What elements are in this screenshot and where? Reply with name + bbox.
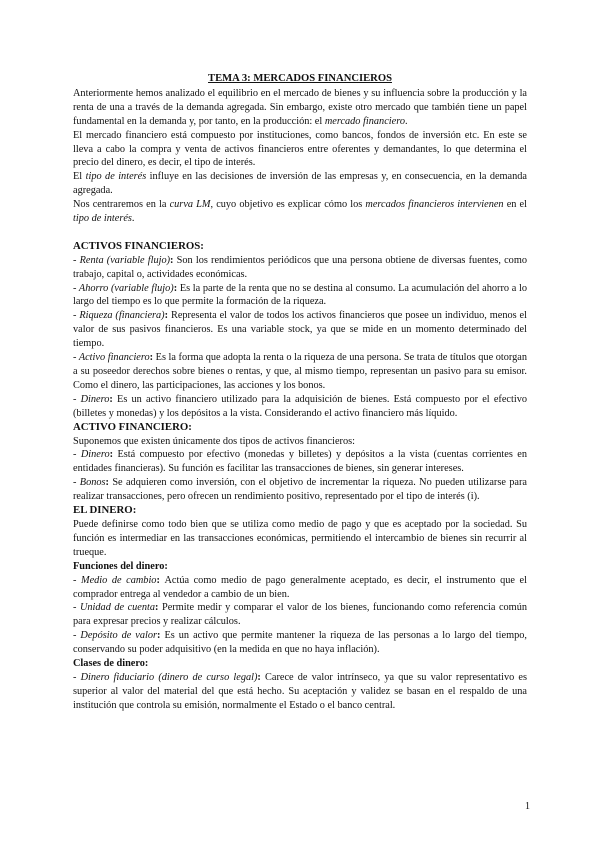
section-heading-el-dinero: EL DINERO: [73,504,137,517]
dinero-intro: Puede definirse como todo bien que se utiliza como medio de pago y que es aceptado por la sociedad. Su función es intermediar en las transacciones económicas, permitiendo el intercambio de bienes sin recurrir al trueque. [73,518,527,558]
definition-item: - Medio de cambio: Actúa como medio de pago generalmente aceptado, es decir, el instrumento que el comprador entrega al vendedor a cambio de un bien. [73,574,527,600]
definition-item: - Ahorro (variable flujo): Es la parte de la renta que no se destina al consumo. La acumulación del ahorro a lo largo del tiempo es lo que permite la formación de la riqueza. [73,282,527,308]
intro-paragraph-1: Anteriormente hemos analizado el equilibrio en el mercado de bienes y su influencia sobre la producción y la renta de una a través de la demanda agregada. Sin embargo, existe otro mercado que también tiene un papel fundamental en la demanda y, por tanto, en la producción: el mercado financiero. [73,87,527,127]
definition-item: - Dinero fiduciario (dinero de curso legal): Carece de valor intrínseco, ya que su valor representativo es superior al valor del material del que está hecho. Su aceptación y validez se basan en el respaldo de una institución que controla su emisión, normalmente el Estado o el banco central. [73,671,527,711]
definition-item: - Riqueza (financiera): Representa el valor de todos los activos financieros que posee un individuo, menos el valor de sus pasivos financieros. Es una variable stock, ya que se mide en un momento determinado del tiempo. [73,310,527,350]
definition-item: - Renta (variable flujo): Son los rendimientos periódicos que una persona obtiene de diversas fuentes, como trabajo, capital o, actividades económicas. [73,254,527,280]
definition-item: - Bonos: Se adquieren como inversión, con el objetivo de incrementar la riqueza. No pueden utilizarse para realizar transacciones, pero ofrecen un rendimiento positivo, representado por el tipo de interés (i). [73,477,527,503]
definition-item: - Unidad de cuenta: Permite medir y comparar el valor de los bienes, funcionando como referencia común para expresar precios y realizar cálculos. [73,602,527,628]
activos-list [73,254,527,421]
section-heading-activos-financieros: ACTIVOS FINANCIEROS: [73,239,204,252]
spacer [73,226,527,240]
page-title: TEMA 3: MERCADOS FINANCIEROS [208,73,392,84]
definition-item: - Dinero: Está compuesto por efectivo (monedas y billetes) y depósitos a la vista (cuentas corrientes en entidades financieras). Su función es facilitar las transacciones de bienes, sin generar intereses. [73,449,527,475]
intro-paragraph-2: El mercado financiero está compuesto por instituciones, como bancos, fondos de inversión etc. En este se lleva a cabo la compra y venta de activos financieros entre oferentes y demandantes, lo que determina el precio del dinero, es decir, el tipo de interés. [73,129,527,169]
subheading-clases: Clases de dinero: [73,658,149,670]
activo-intro: Suponemos que existen únicamente dos tipos de activos financieros: [73,435,355,447]
definition-item: - Depósito de valor: Es un activo que permite mantener la riqueza de las personas a lo largo del tiempo, conservando su poder adquisitivo (en la medida en que no haya inflación). [73,630,527,656]
section-heading-activo-financiero: ACTIVO FINANCIERO: [73,420,192,433]
clases-list [73,671,527,713]
page-content [73,72,527,713]
definition-item: - Dinero: Es un activo financiero utilizado para la adquisición de bienes. Está compuesto por el efectivo (billetes y monedas) y los depósitos a la vista. Considerando el activo financiero más líquido. [73,393,527,419]
subheading-funciones: Funciones del dinero: [73,560,168,572]
intro-paragraph-4: Nos centraremos en la curva LM, cuyo objetivo es explicar cómo los mercados financieros intervienen en el tipo de interés. [73,199,527,225]
definition-item: - Activo financiero: Es la forma que adopta la renta o la riqueza de una persona. Se trata de títulos que otorgan a su poseedor derechos sobre bienes o rentas, y que, al mismo tiempo, representan un pasivo para su emisor. Como el dinero, las participaciones, las acciones y los bonos. [73,352,527,391]
activo-list [73,448,527,504]
funciones-list [73,574,527,657]
page-number: 1 [525,801,530,812]
intro-paragraph-3: El tipo de interés influye en las decisiones de inversión de las empresas y, en consecuencia, en la demanda agregada. [73,171,527,197]
